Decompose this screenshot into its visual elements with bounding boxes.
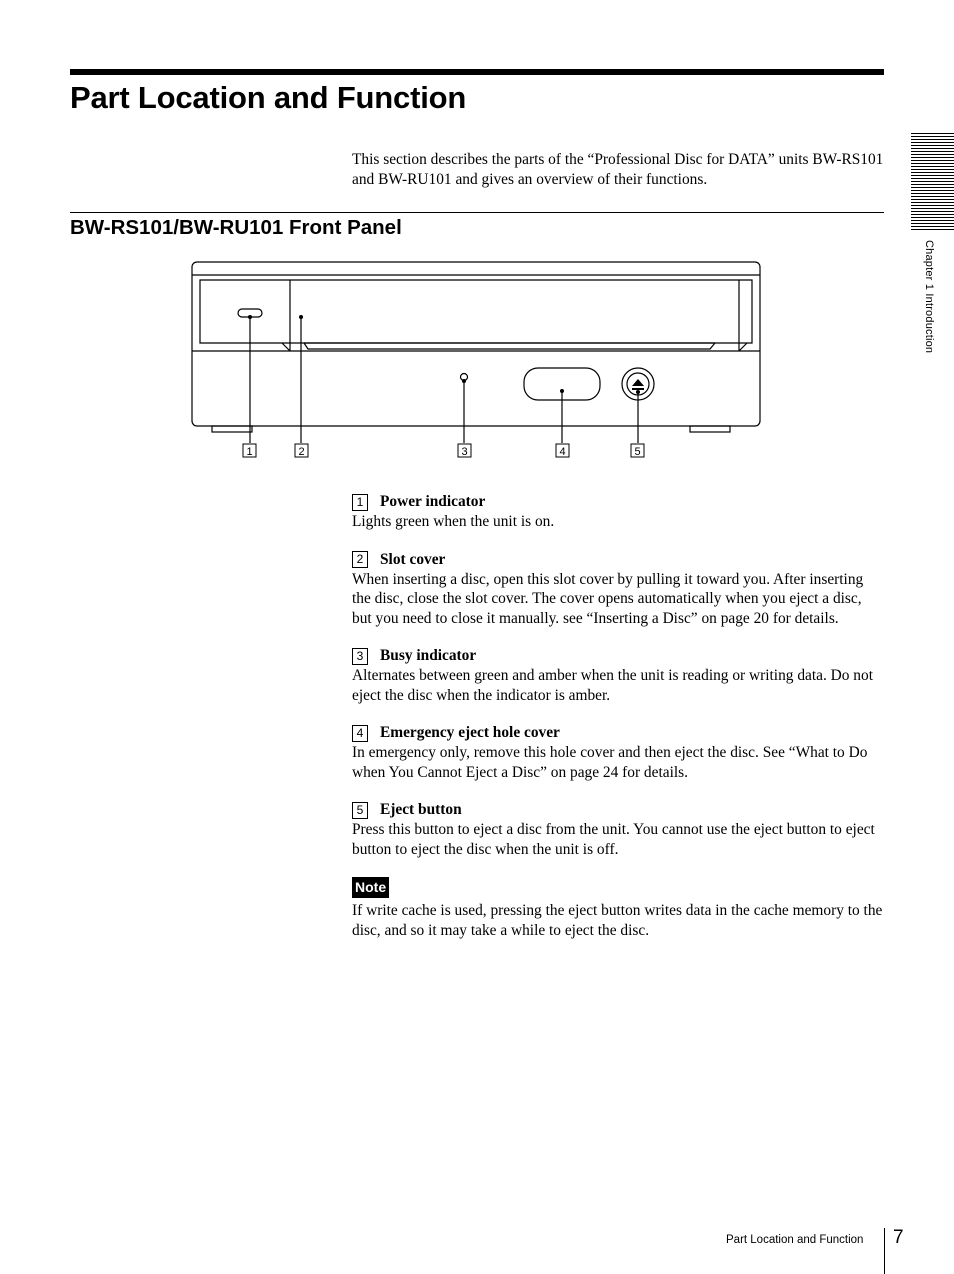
- item-title: Slot cover: [380, 550, 446, 568]
- chapter-tab-lines: [911, 133, 954, 231]
- item-description: When inserting a disc, open this slot cover by pulling it toward you. After inserting the disc, close the slot cover. The cover opens automatically when you eject a disc, but you need to close it manually. see “Inserting a Disc” on page 20 for details.: [352, 570, 864, 627]
- item-title: Power indicator: [380, 493, 486, 510]
- chapter-tab: Chapter 1 Introduction: [923, 240, 935, 354]
- device-body: [192, 262, 760, 426]
- item-description: Press this button to eject a disc from the unit. You cannot use the eject button to eject button to eject the disc when the unit is off.: [352, 821, 875, 858]
- eject-icon: [632, 379, 644, 386]
- item-number: 5: [352, 802, 368, 819]
- callout-5: 5: [634, 446, 641, 458]
- part-item-busy-indicator: [352, 646, 884, 705]
- parts-list: [352, 492, 884, 940]
- page-number: 7: [893, 1227, 904, 1248]
- section-title: BW-RS101/BW-RU101 Front Panel: [70, 216, 402, 239]
- intro-paragraph: This section describes the parts of the “Professional Disc for DATA” units BW-RS101 and BW-RU101 and gives an overview of their functions.: [352, 151, 884, 188]
- part-item-eject-button: [352, 800, 884, 859]
- part-item-emergency-eject-hole-cover: [352, 723, 884, 782]
- note-label: Note: [352, 877, 389, 898]
- item-number: 2: [352, 551, 368, 568]
- footer-section-name: Part Location and Function: [726, 1234, 864, 1246]
- right-foot: [690, 426, 730, 432]
- section-rule: [70, 212, 884, 213]
- item-description: In emergency only, remove this hole cover and then eject the disc. See “What to Do when You Cannot Eject a Disc” on page 24 for details.: [352, 744, 868, 781]
- callout-3: 3: [461, 446, 468, 458]
- callout-4: 4: [559, 446, 566, 458]
- item-description: Alternates between green and amber when the unit is reading or writing data. Do not eject the disc when the indicator is amber.: [352, 667, 873, 704]
- slot-panel: [200, 280, 752, 343]
- title-rule: [70, 69, 884, 75]
- item-number: 1: [352, 494, 368, 511]
- part-item-power-indicator: [352, 492, 884, 532]
- footer-rule: [884, 1228, 885, 1274]
- front-panel-figure: [180, 255, 780, 465]
- item-number: 4: [352, 725, 368, 742]
- callout-2: 2: [298, 446, 305, 458]
- part-item-slot-cover: [352, 550, 884, 629]
- left-foot: [212, 426, 252, 432]
- note-block: [352, 877, 884, 940]
- item-description: Lights green when the unit is on.: [352, 513, 555, 530]
- page-title: Part Location and Function: [70, 80, 467, 115]
- item-title: Eject button: [380, 801, 462, 818]
- item-title: Busy indicator: [380, 647, 477, 664]
- note-text: If write cache is used, pressing the eject button writes data in the cache memory to the disc, and so it may take a while to eject the disc.: [352, 902, 883, 939]
- item-title: Emergency eject hole cover: [380, 724, 560, 741]
- callout-1: 1: [246, 446, 253, 458]
- front-panel-illustration: [180, 255, 780, 465]
- item-number: 3: [352, 648, 368, 665]
